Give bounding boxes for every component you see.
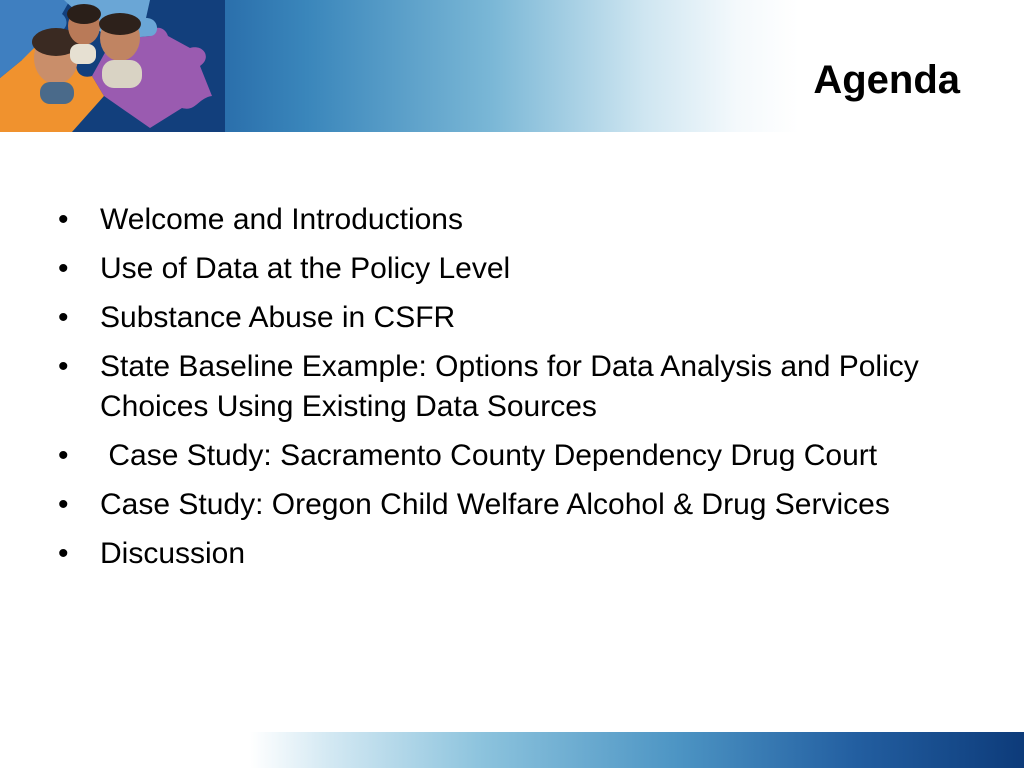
agenda-item-text: Substance Abuse in CSFR (100, 301, 456, 334)
agenda-item (58, 485, 958, 525)
bullet-icon: • (58, 439, 69, 472)
agenda-item (58, 249, 958, 289)
agenda-item (58, 436, 958, 476)
puzzle-illustration (0, 0, 225, 132)
agenda-item-text: Case Study: Sacramento County Dependency Drug Court (100, 439, 878, 472)
agenda-item (58, 534, 958, 574)
agenda-item (58, 298, 958, 338)
agenda-item-text: Welcome and Introductions (100, 203, 463, 236)
agenda-list (58, 200, 958, 583)
bullet-icon: • (58, 252, 69, 285)
bullet-icon: • (58, 488, 69, 521)
agenda-item (58, 200, 958, 240)
agenda-item-text: Use of Data at the Policy Level (100, 252, 511, 285)
agenda-item-text: Case Study: Oregon Child Welfare Alcohol & Drug Services (100, 488, 890, 521)
agenda-item-text: State Baseline Example: Options for Data Analysis and Policy Choices Using Existing Data Sources (100, 350, 919, 423)
footer-banner (250, 732, 1024, 768)
agenda-item-text: Discussion (100, 537, 246, 570)
slide-title: Agenda (813, 58, 960, 102)
bullet-icon: • (58, 203, 69, 236)
bullet-icon: • (58, 537, 69, 570)
agenda-item (58, 347, 958, 427)
family-puzzle-photo (0, 0, 225, 132)
bullet-icon: • (58, 350, 69, 383)
bullet-icon: • (58, 301, 69, 334)
